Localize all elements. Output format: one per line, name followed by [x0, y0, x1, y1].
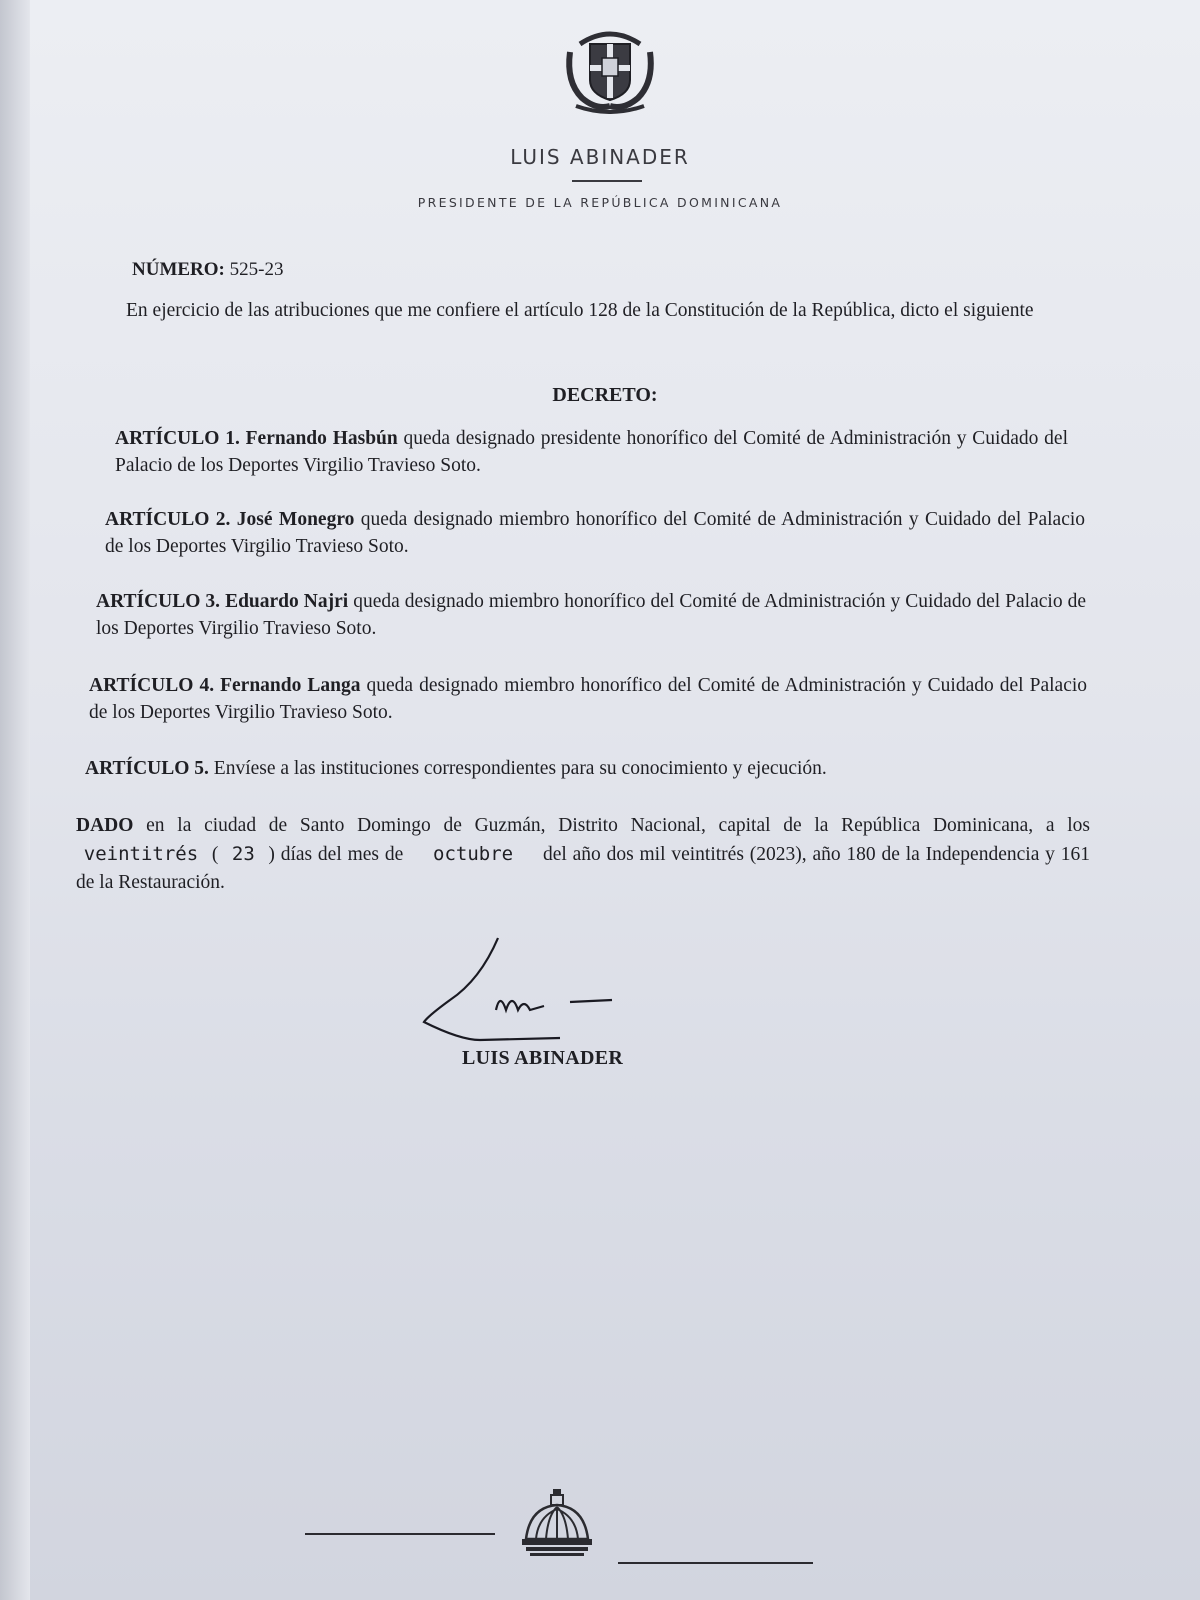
page-edge-shadow	[0, 0, 30, 1600]
footer-line-right	[618, 1562, 813, 1564]
article-1-text: queda designado presidente honorífico del Comité de Administración y Cuidado del Palacio de los Deportes Virgilio Travieso Soto.	[115, 428, 1068, 476]
article-3-name: Eduardo Najri	[225, 591, 349, 612]
preamble: En ejercicio de las atribuciones que me confiere el artículo 128 de la Constitución de la República, dicto el siguiente	[126, 300, 1034, 321]
dado-text-1: en la ciudad de Santo Domingo de Guzmán, Distrito Nacional, capital de la República Dominicana, a los	[146, 815, 1090, 836]
decree-number-label: NÚMERO:	[132, 259, 225, 280]
letterhead-divider	[572, 180, 642, 182]
article-2-text: queda designado miembro honorífico del Comité de Administración y Cuidado del Palacio de los Deportes Virgilio Travieso Soto.	[105, 509, 1086, 557]
article-4-name: Fernando Langa	[220, 675, 361, 696]
dado-text-3: del año dos mil veintitrés (2023), año 180 de la Independencia y 161 de la Restauración.	[76, 844, 1091, 893]
article-5-text: Envíese a las instituciones correspondientes para su conocimiento y ejecución.	[213, 758, 827, 779]
decree-heading: DECRETO:	[552, 384, 658, 406]
dado-day-number: 23	[231, 843, 255, 865]
article-4-text: queda designado miembro honorífico del Comité de Administración y Cuidado del Palacio de los Deportes Virgilio Travieso Soto.	[89, 675, 1088, 723]
coat-of-arms-icon	[560, 22, 660, 114]
article-1-name: Fernando Hasbún	[245, 428, 398, 449]
article-2-label: ARTÍCULO 2.	[105, 509, 231, 530]
decree-number	[132, 259, 283, 281]
national-palace-dome-icon	[520, 1487, 594, 1559]
letterhead-name: LUIS ABINADER	[510, 145, 690, 169]
article-5-label: ARTÍCULO 5.	[85, 758, 209, 779]
dado-day-words: veintitrés	[83, 843, 199, 865]
decree-number-value: 525-23	[229, 259, 284, 280]
article-3-text: queda designado miembro honorífico del Comité de Administración y Cuidado del Palacio de los Deportes Virgilio Travieso Soto.	[96, 591, 1086, 639]
article-5	[85, 755, 1095, 782]
article-4	[89, 672, 1087, 726]
dado-text-2: días del mes de	[280, 844, 404, 865]
letterhead-title: PRESIDENTE DE LA REPÚBLICA DOMINICANA	[417, 195, 783, 210]
dado-month: octubre	[433, 843, 514, 865]
signatory-name: LUIS ABINADER	[462, 1047, 624, 1069]
article-1-label: ARTÍCULO 1.	[115, 428, 240, 449]
dado-paragraph: DADO en la ciudad de Santo Domingo de Guzmán, Distrito Nacional, capital de la República Dominicana, a los veintitrés ( 23 ) días del mes de octubre del año dos mil veintitrés (2023), año 180 de la Independencia y 161 de la Restauración.	[76, 815, 1091, 893]
handwritten-signature	[420, 930, 640, 1050]
article-4-label: ARTÍCULO 4.	[89, 675, 215, 696]
dado-label: DADO	[76, 815, 134, 836]
article-3-label: ARTÍCULO 3.	[96, 591, 221, 612]
article-2	[105, 506, 1085, 560]
article-2-name: José Monegro	[236, 509, 355, 530]
footer-line-left	[305, 1533, 495, 1535]
article-1	[115, 425, 1068, 479]
article-3	[96, 588, 1086, 642]
